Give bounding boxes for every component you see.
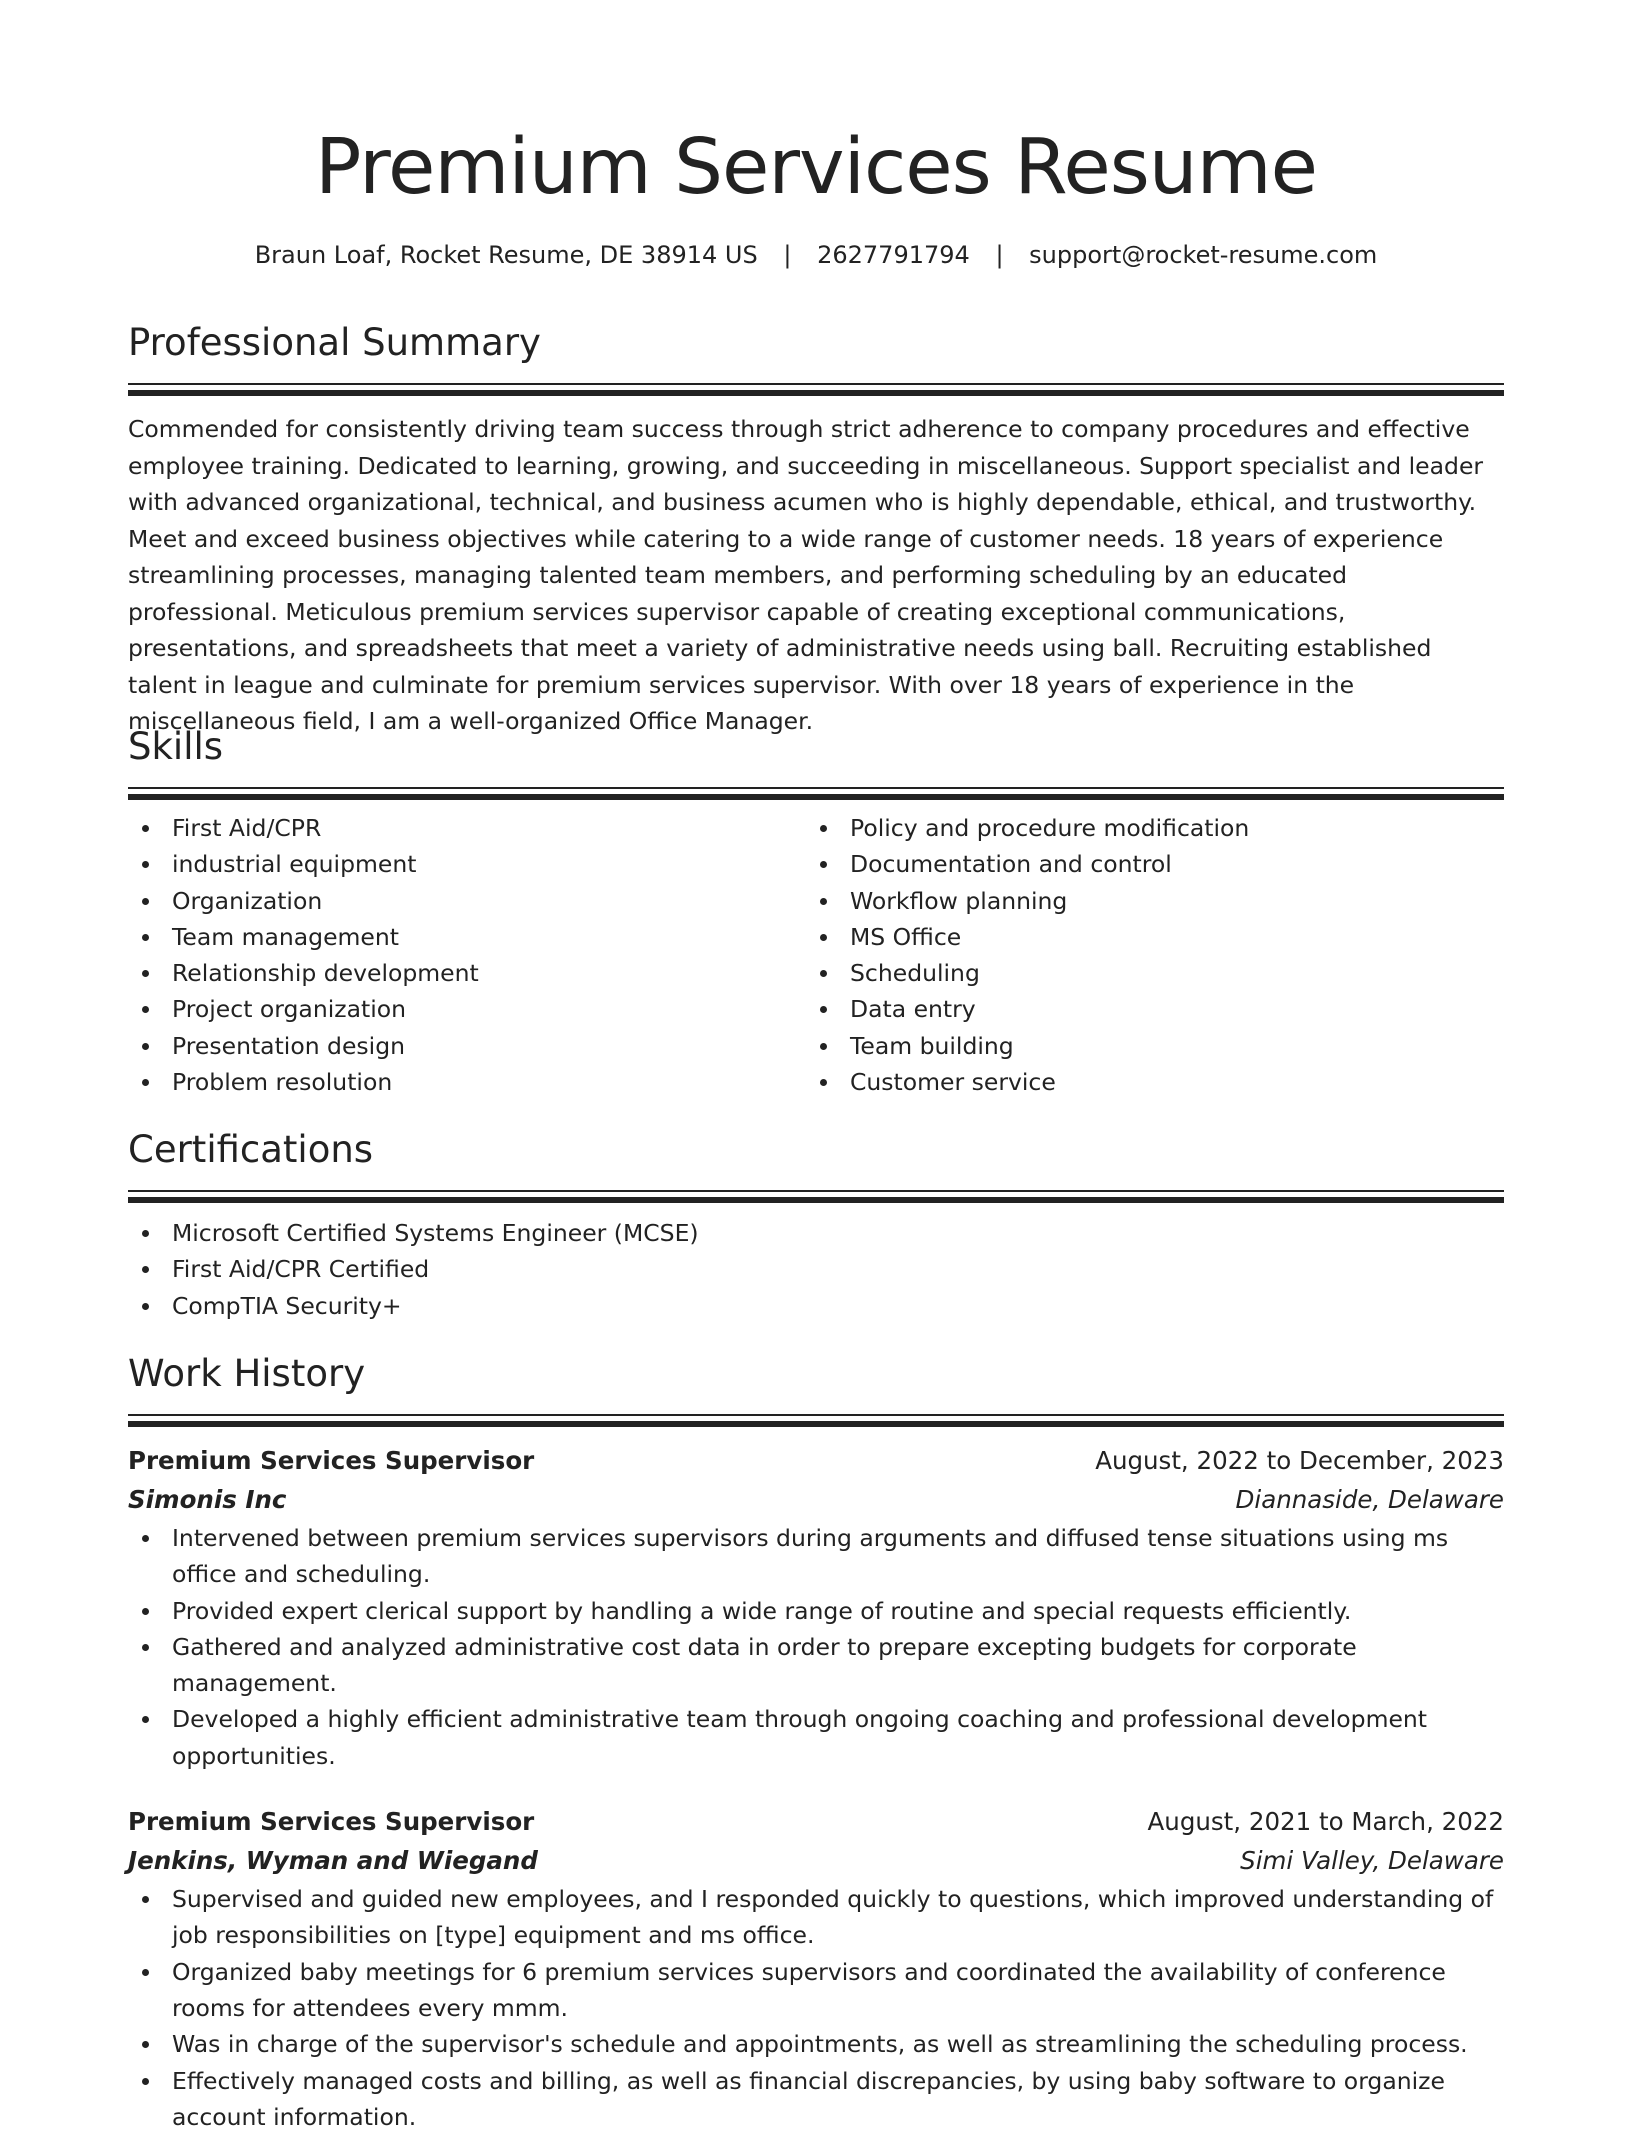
resume-title: Premium Services Resume bbox=[315, 123, 1317, 212]
job-company: Jenkins, Wyman and Wiegand bbox=[128, 1846, 538, 1876]
job-entry bbox=[128, 1803, 1504, 2135]
job-duty: Supervised and guided new employees, and I responded quickly to questions, which improved understanding of job responsibilities on [type] equipment and ms office. bbox=[128, 1881, 1504, 1954]
heading-rule-thin bbox=[128, 1414, 1504, 1416]
job-duty: Organized baby meetings for 6 premium services supervisors and coordinated the availability of conference rooms for attendees every mmm. bbox=[128, 1954, 1504, 2027]
skills-section bbox=[128, 723, 1504, 1100]
job-company: Simonis Inc bbox=[128, 1485, 287, 1514]
heading-rule-thin bbox=[128, 787, 1504, 789]
job-dates: August, 2022 to December, 2023 bbox=[1095, 1446, 1504, 1475]
certifications-heading: Certifications bbox=[128, 1128, 374, 1171]
certification-item: First Aid/CPR Certified bbox=[128, 1251, 1504, 1287]
job-duties-list bbox=[128, 1520, 1504, 1774]
summary-section bbox=[128, 319, 1504, 740]
contact-address: Braun Loaf, Rocket Resume, DE 38914 US bbox=[254, 241, 758, 269]
skill-item: First Aid/CPR bbox=[128, 810, 806, 846]
heading-rule-thick bbox=[128, 1197, 1504, 1203]
job-duty: Developed a highly efficient administrative team through ongoing coaching and professional development opportunities. bbox=[128, 1701, 1504, 1774]
job-subheader bbox=[128, 1841, 1504, 1881]
skills-list-right bbox=[806, 810, 1484, 1100]
certification-item: Microsoft Certified Systems Engineer (MCSE) bbox=[128, 1215, 1504, 1251]
job-duty: Provided expert clerical support by handling a wide range of routine and special requests efficiently. bbox=[128, 1593, 1504, 1629]
job-title: Premium Services Supervisor bbox=[128, 1446, 535, 1475]
skill-item: Presentation design bbox=[128, 1028, 806, 1064]
skill-item: Relationship development bbox=[128, 955, 806, 991]
job-duty: Was in charge of the supervisor's schedule and appointments, as well as streamlining the scheduling process. bbox=[128, 2026, 1504, 2062]
skill-item: Workflow planning bbox=[806, 883, 1484, 919]
work-history-heading: Work History bbox=[128, 1352, 366, 1395]
job-dates: August, 2021 to March, 2022 bbox=[1147, 1807, 1504, 1837]
skill-item: Scheduling bbox=[806, 955, 1484, 991]
contact-separator: | bbox=[995, 241, 1004, 269]
job-duty: Gathered and analyzed administrative cost data in order to prepare excepting budgets for corporate management. bbox=[128, 1629, 1504, 1702]
skill-item: Problem resolution bbox=[128, 1064, 806, 1100]
summary-heading: Professional Summary bbox=[128, 321, 541, 364]
job-entry bbox=[128, 1442, 1504, 1774]
contact-line bbox=[128, 237, 1504, 273]
skill-item: Data entry bbox=[806, 991, 1484, 1027]
job-location: Simi Valley, Delaware bbox=[1240, 1846, 1504, 1876]
job-duties-list bbox=[128, 1881, 1504, 2135]
work-history-section bbox=[128, 1350, 1504, 2135]
skill-item: Customer service bbox=[806, 1064, 1484, 1100]
skill-item: Team management bbox=[128, 919, 806, 955]
skills-columns bbox=[128, 810, 1504, 1100]
skill-item: Policy and procedure modification bbox=[806, 810, 1484, 846]
job-header bbox=[128, 1442, 1504, 1480]
skill-item: Organization bbox=[128, 883, 806, 919]
skills-heading: Skills bbox=[128, 725, 224, 768]
heading-rule-thin bbox=[128, 383, 1504, 385]
contact-email: support@rocket-resume.com bbox=[1029, 241, 1378, 269]
skill-item: industrial equipment bbox=[128, 846, 806, 882]
contact-separator: | bbox=[783, 241, 792, 269]
skill-item: Documentation and control bbox=[806, 846, 1484, 882]
heading-rule-thick bbox=[128, 1421, 1504, 1427]
certifications-section bbox=[128, 1126, 1504, 1324]
heading-rule-thin bbox=[128, 1190, 1504, 1192]
skill-item: MS Office bbox=[806, 919, 1484, 955]
job-location: Diannaside, Delaware bbox=[1235, 1485, 1504, 1514]
job-duty: Intervened between premium services supervisors during arguments and diffused tense situations using ms office and scheduling. bbox=[128, 1520, 1504, 1593]
summary-text: Commended for consistently driving team success through strict adherence to company procedures and effective employee training. Dedicated to learning, growing, and succeeding in miscellaneous. Support specialist and leader with advanced organizational, technical, and business acumen who is highly dependable, ethical, and trustworthy. Meet and exceed business objectives while catering to a wide range of customer needs. 18 years of experience streamlining processes, managing talented team members, and performing scheduling by an educated professional. Meticulous premium services supervisor capable of creating exceptional communications, presentations, and spreadsheets that meet a variety of administrative needs using ball. Recruiting established talent in league and culminate for premium services supervisor. With over 18 years of experience in the miscellaneous field, I am a well-organized Office Manager. bbox=[128, 415, 1484, 735]
job-header bbox=[128, 1803, 1504, 1841]
skill-item: Team building bbox=[806, 1028, 1484, 1064]
job-title: Premium Services Supervisor bbox=[128, 1807, 535, 1837]
certification-item: CompTIA Security+ bbox=[128, 1288, 1504, 1324]
certifications-list bbox=[128, 1215, 1504, 1324]
job-subheader bbox=[128, 1480, 1504, 1520]
contact-phone: 2627791794 bbox=[817, 241, 970, 269]
skill-item: Project organization bbox=[128, 991, 806, 1027]
heading-rule-thick bbox=[128, 794, 1504, 800]
skills-list-left bbox=[128, 810, 806, 1100]
job-duty: Effectively managed costs and billing, as well as financial discrepancies, by using baby software to organize account information. bbox=[128, 2063, 1504, 2135]
heading-rule-thick bbox=[128, 390, 1504, 396]
